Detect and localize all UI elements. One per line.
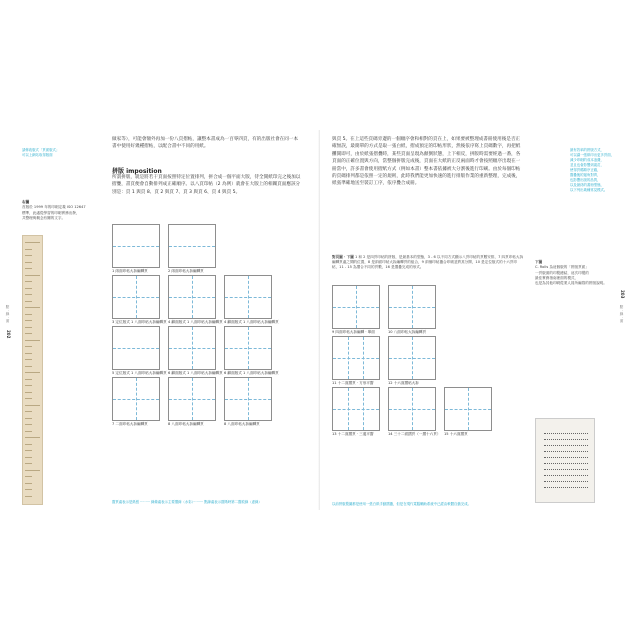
imposition-diagram xyxy=(168,377,216,421)
figure-caption-block xyxy=(332,255,524,271)
ruler-tick xyxy=(25,476,32,477)
margin-note-caption xyxy=(22,195,94,221)
figure-7 xyxy=(112,377,160,428)
figure-4 xyxy=(168,275,223,326)
figure-caption: 12 十六面摺帖大拆 xyxy=(388,381,419,385)
ruler-tick xyxy=(25,281,32,282)
figure-caption: 8 八面印帖大拆編轉頁 xyxy=(224,422,260,426)
imposition-diagram xyxy=(168,224,216,268)
ruler-tick xyxy=(25,301,32,302)
ruler-tick xyxy=(25,489,32,490)
figure-9 xyxy=(332,285,380,336)
page-number: 202 xyxy=(6,330,11,339)
imposition-diagram xyxy=(112,326,160,370)
ruler-tick xyxy=(25,275,40,276)
ruler-tick xyxy=(25,333,32,334)
figure-blank xyxy=(224,224,272,275)
imposition-diagram xyxy=(112,377,160,421)
imposition-diagram xyxy=(444,387,492,431)
photo-dot-row xyxy=(544,445,588,447)
ruler-tick xyxy=(25,496,32,497)
section-text: 所謂拼版，就是將若干頁面按照特定位置排列，拼合成一個平面大版，待全開紙印完之後加以摺疊，書頁便會自動排列成正確順序。以八頁印帖（2 為例）就會在大版上的相關頁面應該分別是：頁 1 與頁 8、頁 2 與頁 7、頁 3 與頁 6、頁 4 與頁 5。 xyxy=(112,175,301,195)
imposition-sheet-photo xyxy=(535,418,595,503)
ruler-tick xyxy=(25,262,32,263)
ruler-tick xyxy=(25,450,32,451)
ruler-tick xyxy=(25,372,40,373)
imposition-diagram xyxy=(224,275,272,319)
figure-4b xyxy=(224,275,279,326)
ruler-tick xyxy=(25,424,32,425)
ruler-tick xyxy=(25,314,32,315)
ruler-tick xyxy=(25,340,40,341)
ruler-tick xyxy=(25,268,32,269)
photo-dot-row xyxy=(544,481,588,483)
figure-caption: 7 二面印帖大拆編轉頁 xyxy=(112,422,148,426)
ruler-tick xyxy=(25,327,32,328)
figure-caption: 6 翻面版式 1 八面印帖大拆編轉頁 xyxy=(224,371,279,375)
figure-caption: 4 翻面版式 1 八面印帖大拆編轉頁 xyxy=(168,320,223,324)
figure-caption: 13 十二面摺頁 · 三邊平摺 xyxy=(332,432,374,436)
figure-10 xyxy=(388,285,436,336)
ruler-tick xyxy=(25,385,32,386)
ruler-tick xyxy=(25,249,32,250)
imposition-diagram xyxy=(332,285,380,329)
photo-dot-row xyxy=(544,475,588,477)
ruler-tick xyxy=(25,294,32,295)
photo-dot-row xyxy=(544,457,588,459)
ruler-tick xyxy=(25,346,32,347)
imposition-diagram xyxy=(224,326,272,370)
imposition-diagram xyxy=(388,336,436,380)
ruler-tick xyxy=(25,307,40,308)
figure-5 xyxy=(112,326,167,377)
right-caption-text: C. Rolls 為這個版的「拼版頁面」 一頁版面的印製總結，這次印製的 最佳實務指南裡面的模式， 也是為其他印刷從業人員所編寫的拼版說明。 xyxy=(535,265,607,286)
ruler-tick xyxy=(25,353,32,354)
figure-caption: 2 兩面印帖大拆編轉頁 xyxy=(168,269,204,273)
ruler-tick xyxy=(25,483,32,484)
figure-15 xyxy=(444,387,492,438)
intro-text: 做家等），可能會額外再加一份八頁摺帖，讓整本書成為一百零四頁，有的出版社會在同一本書中使用好幾種摺帖，以配合書中不同的用紙。 xyxy=(112,137,299,150)
figure-3 xyxy=(112,275,167,326)
ruler-tick xyxy=(25,320,32,321)
figure-8b xyxy=(224,377,272,428)
body-text: 與頁 5。在上這些頁碼旁邊的一個順序會和相對的頁在上，如果要被整理成書冊使用後是否正確無誤，最簡單的方式是取一張白紙，摺成預定的印帖形狀，然後依序寫上頁碼數字，再把紙攤開即可，由於紙張摺疊時，某些頁面呈現為顛倒狀態，上下相反，拼版時需要經過一番，各頁面的正確位置與方向，當整個拼版完成後，頁面在大紙的正反兩面時才會按照順序出現在一冊當中，許多書會使用摺紙方式（例如本書）整本書依據被大分割後進行印刷。由於每個印帖的頁碼排列都是依照一定的規則，此時我們能更加快速的進行排版作業的重新整理，完成後，紙張準確地送至裝訂工序，依序疊合成冊。 xyxy=(332,137,521,187)
photo-dot-row xyxy=(544,433,588,435)
ruler-tick xyxy=(25,437,40,438)
ruler-tick xyxy=(25,405,40,406)
figure-caption: 4 翻面版式 1 八面印帖大拆編轉頁 xyxy=(224,320,279,324)
right-caption-block xyxy=(535,255,630,286)
imposition-diagram xyxy=(168,326,216,370)
figure-caption: 9 四面印帖大拆編轉 · 單面 xyxy=(332,330,375,334)
section-heading: 拼版 imposition xyxy=(112,168,162,175)
imposition-diagram xyxy=(332,387,380,431)
ruler-tick xyxy=(25,470,40,471)
running-header: 點 · 線 · 面 xyxy=(620,305,624,323)
ruler-tick xyxy=(25,288,32,289)
figure-8 xyxy=(168,377,216,428)
bottom-note: 以前拼版製圖都是使用一張白紙手動摺疊，但是在現代電腦輔助系統中已經由軟體自動完成。 xyxy=(332,502,472,506)
figure-caption: 11 十二面摺頁 · 方形平摺 xyxy=(332,381,374,385)
caption-text: 1 和 2 是四頁印帖的拼版，是最基本的型態，3 - 6 以不同方式顯示八頁印帖的頁數安排，7 四頁印帖大拆編轉頁處之間的位置，8 是兩面印帖大拆編轉頁的組合，9 兩個印帖疊合印刷並將其分開，10 是定位版式的十六頁印帖，11 - 15 為摺合不同的頁數，16 是摺疊完成的形式。 xyxy=(332,255,524,270)
figure-caption: 5 定位版式 1 八面印帖大拆編轉頁 xyxy=(112,371,167,375)
imposition-diagram xyxy=(112,224,160,268)
figure-blank xyxy=(444,285,492,336)
caption-text: 首版於 1999 年的印刷定義 ISO 12647 標準，此處從學習的印刷實務出發， 共整理與概念有關的文字。 xyxy=(22,205,86,220)
ruler-tick xyxy=(25,463,32,464)
imposition-diagram xyxy=(388,387,436,431)
book-spread xyxy=(0,130,640,510)
margin-note-top: 請修改版式「頁面版式」 可以上網站取得版面 xyxy=(22,148,60,157)
figure-1 xyxy=(112,224,160,275)
page-number: 203 xyxy=(620,290,625,299)
right-caption-label: 下圖 xyxy=(535,260,543,265)
margin-note-top: 最有效率的拼版方式， 可以讓一張紙印出更多頁面， 減少印刷的成本浪費， 並且也會影響到裝訂， 使得頁碼順序正確， 摺疊後的邊角對齊， 也影響出版的品質， 以及最終的書冊型態， 以下列出幾種常見模式。 xyxy=(570,148,615,192)
caption-label: 右圖 xyxy=(22,200,30,205)
caption-label: 對頁圖 · 下圖 xyxy=(332,255,354,259)
ruler-tick xyxy=(25,457,32,458)
left-page xyxy=(0,130,320,510)
imposition-figure-grid xyxy=(112,224,279,428)
running-footer: 點 · 線 · 面 xyxy=(6,305,10,323)
ruler-tick xyxy=(25,366,32,367)
ruler-tick xyxy=(25,379,32,380)
figure-14 xyxy=(388,387,441,438)
ruler-tick xyxy=(25,418,32,419)
figure-caption: 14 三十二面摺頁（一摺十六頁） xyxy=(388,432,441,436)
photo-dot-row xyxy=(544,439,588,441)
ruler-tick xyxy=(25,392,32,393)
wooden-ruler-photo xyxy=(22,235,43,505)
photo-dot-row xyxy=(544,463,588,465)
ruler-tick xyxy=(25,398,32,399)
figure-13 xyxy=(332,387,380,438)
imposition-diagram xyxy=(224,377,272,421)
figure-11 xyxy=(332,336,380,387)
figure-6 xyxy=(168,326,223,377)
ruler-tick xyxy=(25,411,32,412)
ruler-tick xyxy=(25,444,32,445)
ruler-tick xyxy=(25,431,32,432)
figure-blank-2 xyxy=(444,336,492,387)
photo-dot-row xyxy=(544,469,588,471)
figure-caption: 1 兩面印帖大拆編轉頁 xyxy=(112,269,148,273)
ruler-tick xyxy=(25,255,32,256)
imposition-diagram xyxy=(332,336,380,380)
photo-dot-row xyxy=(544,487,588,489)
figure-caption: 10 八面印帖大拆編轉頁 xyxy=(388,330,427,334)
imposition-diagram xyxy=(112,275,160,319)
ruler-tick xyxy=(25,359,32,360)
imposition-diagram xyxy=(168,275,216,319)
figure-2 xyxy=(168,224,216,275)
figure-6b xyxy=(224,326,279,377)
imposition-diagram xyxy=(388,285,436,329)
photo-dot-row xyxy=(544,451,588,453)
legend-note: 摺頁處表示是紙張 ········· 線條處表示主要摺線（水彩）········· 點線處表示摺紙時第二摺痕線（虛線） xyxy=(112,500,262,504)
figure-caption: 8 八面印帖大拆編轉頁 xyxy=(168,422,204,426)
figure-caption: 6 翻面版式 1 八面印帖大拆編轉頁 xyxy=(168,371,223,375)
figure-caption: 15 十六面摺頁 xyxy=(444,432,468,436)
figure-caption: 3 定位版式 1 八面印帖大拆編轉頁 xyxy=(112,320,167,324)
imposition-figure-grid-right xyxy=(332,285,492,438)
figure-12 xyxy=(388,336,436,387)
ruler-tick xyxy=(25,242,40,243)
